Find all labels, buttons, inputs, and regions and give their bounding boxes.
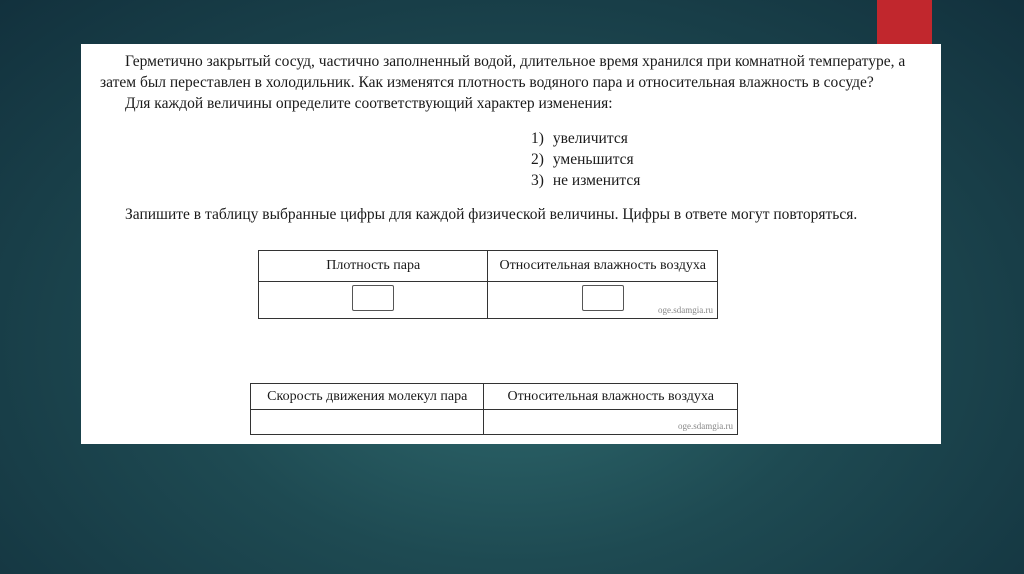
answer-table-2	[250, 383, 738, 435]
table2-header-molecule-speed: Скорость движения молекул пара	[251, 384, 484, 410]
option-2-text: уменьшится	[552, 151, 634, 168]
watermark: oge.sdamgia.ru	[658, 305, 713, 315]
task-page	[81, 44, 941, 444]
watermark: oge.sdamgia.ru	[678, 421, 733, 431]
answer-input-humidity[interactable]	[582, 285, 624, 311]
table1-answer-cell-2	[488, 282, 718, 319]
table1-header-density: Плотность пара	[259, 251, 488, 282]
table2-answer-cell-2[interactable]	[484, 410, 738, 435]
instruction-text: Запишите в таблицу выбранные цифры для каждой физической величины. Цифры в ответе могут повторяться.	[125, 206, 858, 223]
task-text-line-1: Герметично закрытый сосуд, частично заполненный водой, длительное время хранился при комнатной температуре, а	[125, 53, 906, 70]
option-2-number: 2)	[531, 151, 544, 168]
option-2	[531, 150, 634, 169]
option-1	[531, 129, 628, 148]
table2-answer-cell-1[interactable]	[251, 410, 484, 435]
task-text-line-3: Для каждой величины определите соответствующий характер изменения:	[125, 95, 613, 112]
option-3	[531, 171, 640, 190]
table1-header-humidity: Относительная влажность воздуха	[488, 251, 718, 282]
option-1-text: увеличится	[552, 130, 628, 147]
task-text-line-2: затем был переставлен в холодильник. Как изменятся плотность водяного пара и относительная влажность в сосуде?	[100, 74, 874, 91]
answer-input-density[interactable]	[352, 285, 394, 311]
table1-answer-cell-1	[259, 282, 488, 319]
option-1-number: 1)	[531, 130, 544, 147]
option-3-text: не изменится	[552, 172, 641, 189]
table2-header-humidity: Относительная влажность воздуха	[484, 384, 738, 410]
option-3-number: 3)	[531, 172, 544, 189]
answer-table-1	[258, 250, 718, 319]
red-accent-bar	[877, 0, 932, 44]
